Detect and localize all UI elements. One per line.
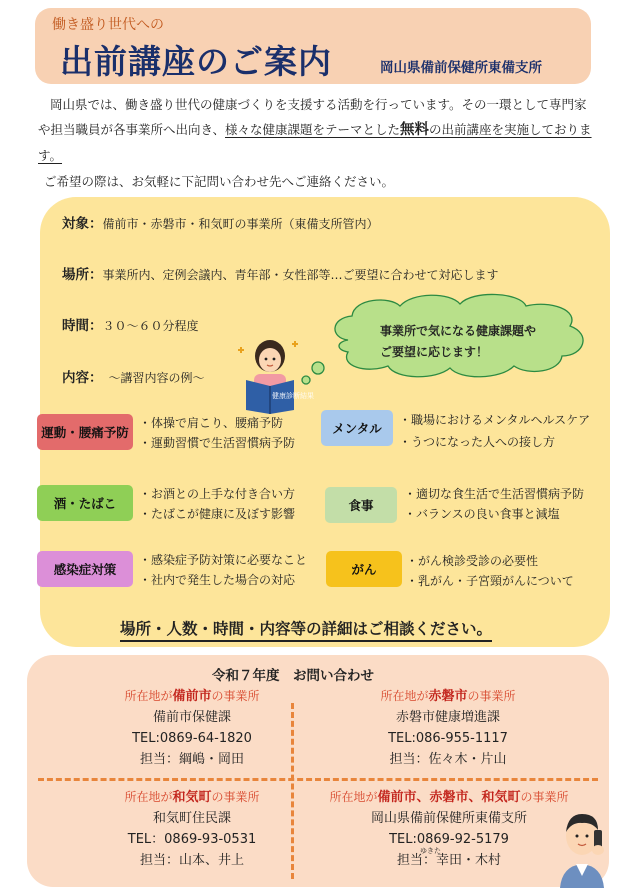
- tag-cancer: がん: [326, 551, 402, 587]
- location-bizen: 所在地が備前市の事業所: [124, 689, 260, 704]
- divider-horizontal: [38, 778, 598, 781]
- time-row: [62, 314, 199, 334]
- staff-wake: 担当：山本、井上: [139, 853, 244, 868]
- intro-text-a: 岡山県では、働き盛り世代の健康づくりを支援する活動を行っています。その一環として専門家や担当職員が各事業所へ出向き、: [38, 97, 587, 137]
- organization-name: 岡山県備前保健所東備支所: [380, 60, 542, 76]
- mental-items: ・職場におけるメンタルヘルスケア ・うつになった人への接し方: [399, 413, 591, 449]
- staff-bizen: 担当：綱嶋・岡田: [139, 752, 244, 767]
- location-all: 所在地が備前市、赤磐市、和気町の事業所: [329, 790, 569, 805]
- content-row: [62, 366, 205, 386]
- office-wake: 和気町住民課: [152, 811, 231, 826]
- cancer-items: ・がん検診受診の必要性 ・乳がん・子宮頸がんについて: [406, 554, 574, 588]
- target-label: 対象：: [62, 216, 103, 232]
- tag-food: 食事: [325, 487, 397, 523]
- alcohol-items: ・お酒との上手な付き合い方 ・たばこが健康に及ぼす影響: [139, 487, 296, 521]
- time-label: 時間：: [62, 318, 103, 334]
- time-text: ３０～６０分程度: [102, 319, 199, 333]
- office-tobi: 岡山県備前保健所東備支所: [370, 811, 527, 826]
- location-akaiwa: 所在地が赤磐市の事業所: [380, 689, 516, 704]
- content-label: 内容：: [62, 370, 103, 386]
- infection-items: ・感染症予防対策に必要なこと ・社内で発生した場合の対応: [139, 553, 308, 587]
- target-row: [62, 212, 379, 232]
- woman-reading-illustration: [232, 336, 314, 414]
- contact-title: 令和７年度 お問い合わせ: [212, 668, 374, 684]
- content-text: ～講習内容の例～: [108, 371, 205, 385]
- tel-bizen: TEL:0869-64-1820: [132, 731, 252, 746]
- tag-exercise: 運動・腰痛予防: [37, 414, 133, 450]
- place-row: [62, 263, 499, 283]
- exercise-items: ・体操で肩こり、腰痛予防 ・運動習慣で生活習慣病予防: [139, 416, 296, 450]
- target-text: 備前市・赤磐市・和気町の事業所（東備支所管内）: [102, 217, 379, 231]
- place-text: 事業所内、定例会議内、青年部・女性部等…ご要望に合わせて対応します: [102, 268, 499, 282]
- intro-underline: 様々な健康課題をテーマとした無料の出前講座を実施しております。: [38, 122, 592, 163]
- office-bizen: 備前市保健課: [152, 710, 231, 725]
- tag-alcohol-tobacco: 酒・たばこ: [37, 485, 133, 521]
- tag-infection: 感染症対策: [37, 551, 133, 587]
- office-akaiwa: 赤磐市健康増進課: [395, 710, 500, 725]
- staff-akaiwa: 担当：佐々木・片山: [389, 752, 507, 767]
- location-wake: 所在地が和気町の事業所: [124, 790, 260, 805]
- intro-contact-text: ご希望の際は、お気軽に下記問い合わせ先へご連絡ください。: [44, 174, 395, 189]
- subtitle: 働き盛り世代への: [52, 17, 164, 33]
- tel-akaiwa: TEL:086-955-1117: [388, 731, 508, 746]
- free-text: 無料: [400, 122, 430, 138]
- contact-wake: [62, 787, 322, 871]
- book-label: 健康診断結果: [272, 392, 314, 400]
- place-label: 場所：: [62, 267, 103, 283]
- staff-ruby: ゆきた: [420, 847, 441, 855]
- page-title: 出前講座のご案内: [60, 42, 332, 81]
- staff-tobi: 担当：幸田・木村 ゆきた: [312, 850, 586, 871]
- food-items: ・適切な食生活で生活習慣病予防 ・バランスの良い食事と減塩: [404, 487, 585, 521]
- cloud-text: 事業所で気になる健康課題や ご要望に応じます！: [380, 324, 537, 359]
- contact-bizen: [62, 686, 322, 770]
- tel-wake: TEL：0869-93-0531: [127, 832, 257, 847]
- contact-akaiwa: [318, 686, 578, 770]
- intro-paragraph: [38, 92, 598, 168]
- contact-tobi-branch: [312, 787, 586, 871]
- man-phone-illustration: [556, 806, 608, 888]
- tel-tobi: TEL:0869-92-5179: [389, 832, 509, 847]
- consult-note: 場所・人数・時間・内容等の詳細はご相談ください。: [120, 617, 492, 642]
- tag-mental: メンタル: [321, 410, 393, 446]
